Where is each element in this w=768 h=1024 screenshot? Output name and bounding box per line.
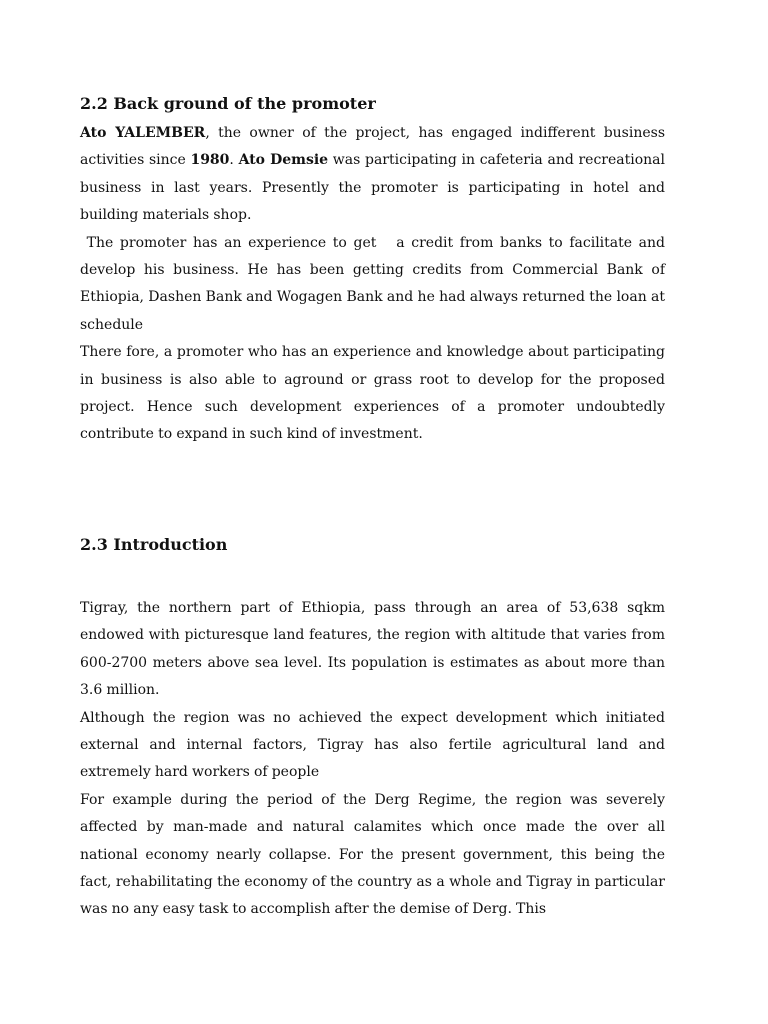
paragraph-text: . bbox=[229, 152, 239, 169]
section-heading-introduction: 2.3 Introduction bbox=[80, 535, 228, 554]
section-body-introduction bbox=[80, 595, 665, 924]
promoter-name: Ato YALEMBER bbox=[80, 125, 206, 141]
paragraph-text: was participating in cafeteria and recreational business in last years. Presently the promoter is participating in hotel and building materials shop. bbox=[80, 152, 666, 224]
paragraph-text: , the owner of the project, has engaged indifferent business activities since bbox=[80, 125, 666, 169]
start-year: 1980 bbox=[190, 152, 230, 169]
paragraph-development: Although the region was no achieved the expect development which initiated external and internal factors, Tigray has also fertile agricultural land and extremely hard workers of people bbox=[80, 709, 665, 781]
paragraph-credit-experience: The promoter has an experience to get a credit from banks to facilitate and develop his business. He has been getting credits from Commercial Bank of Ethiopia, Dashen Bank and Wogagen Bank and he had always returned the loan at schedule bbox=[80, 234, 665, 333]
section-heading-promoter: 2.2 Back ground of the promoter bbox=[80, 94, 376, 113]
paragraph-promoter-intro bbox=[80, 120, 665, 230]
paragraph-tigray-overview: Tigray, the northern part of Ethiopia, pass through an area of 53,638 sqkm endowed with picturesque land features, the region with altitude that varies from 600-2700 meters above sea level. Its population is estimates as about more than 3.6 million. bbox=[80, 600, 665, 699]
paragraph-promoter-conclusion: There fore, a promoter who has an experience and knowledge about participating in business is also able to aground or grass root to develop for the proposed project. Hence such development experiences of a promoter undoubtedly contribute to expand in such kind of investment. bbox=[80, 344, 665, 443]
section-body-promoter bbox=[80, 120, 665, 449]
promoter-name-alt: Ato Demsie bbox=[238, 152, 329, 169]
paragraph-derg-regime: For example during the period of the Derg Regime, the region was severely affected by man-made and natural calamites which once made the over all national economy nearly collapse. For the present government, this being the fact, rehabilitating the economy of the country as a whole and Tigray in particular was no any easy task to accomplish after the demise of Derg. This bbox=[80, 791, 665, 918]
